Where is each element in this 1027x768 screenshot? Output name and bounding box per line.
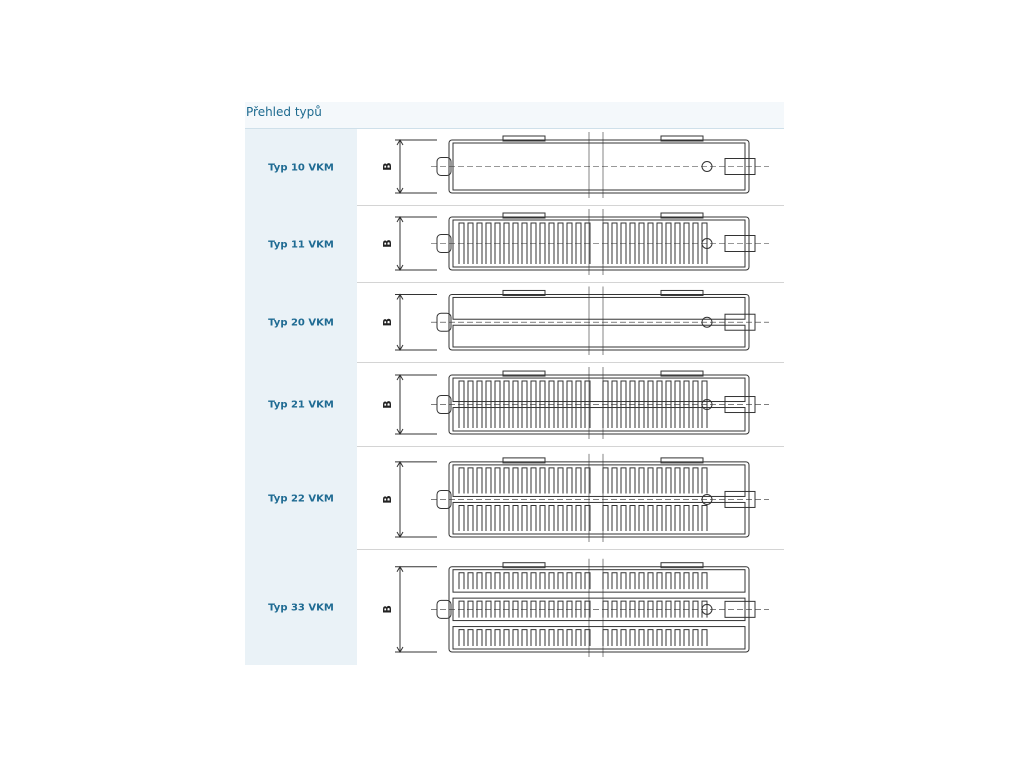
panel-header <box>245 102 784 129</box>
convection-fin <box>576 630 581 646</box>
convection-fin <box>693 505 698 531</box>
convection-fin <box>648 573 653 589</box>
convection-fin <box>621 505 626 531</box>
convection-fin <box>468 505 473 531</box>
convection-fin <box>540 573 545 589</box>
convection-fin <box>468 573 473 589</box>
convection-fin <box>603 505 608 531</box>
convection-fin <box>675 573 680 589</box>
radiator-cross-section-drawing <box>357 447 784 550</box>
convection-fin <box>666 573 671 589</box>
convection-fin <box>558 573 563 589</box>
dimension-label-b: B <box>381 400 394 409</box>
convection-fin <box>630 468 635 494</box>
convection-fin <box>657 630 662 646</box>
radiator-panel <box>453 325 745 347</box>
convection-fin <box>531 630 536 646</box>
convection-fin <box>549 630 554 646</box>
radiator-panel <box>453 297 745 319</box>
convection-fin <box>531 505 536 531</box>
radiator-cross-section-drawing <box>357 129 784 206</box>
type-label: Typ 20 VKM <box>268 317 334 329</box>
convection-fin <box>495 630 500 646</box>
convection-fin <box>504 505 509 531</box>
convection-fin <box>666 505 671 531</box>
convection-fin <box>675 505 680 531</box>
type-row <box>245 447 784 550</box>
radiator-linework <box>395 559 769 657</box>
convection-fin <box>639 468 644 494</box>
convection-fin <box>576 573 581 589</box>
convection-fin <box>567 468 572 494</box>
convection-fin <box>612 630 617 646</box>
convection-fin <box>513 505 518 531</box>
convection-fin <box>495 505 500 531</box>
convection-fin <box>684 505 689 531</box>
convection-fin <box>603 630 608 646</box>
convection-fin <box>486 468 491 494</box>
type-label-cell <box>245 363 357 447</box>
convection-fin <box>504 573 509 589</box>
convection-fin <box>639 505 644 531</box>
convection-fin <box>477 505 482 531</box>
convection-fin <box>477 630 482 646</box>
convection-fin <box>558 468 563 494</box>
dimension-label-b: B <box>381 605 394 614</box>
convection-fin <box>477 573 482 589</box>
convection-fin <box>468 630 473 646</box>
convection-fin <box>522 630 527 646</box>
convection-fin <box>603 468 608 494</box>
convection-fin <box>693 630 698 646</box>
type-label: Typ 33 VKM <box>268 602 334 613</box>
convection-fin <box>621 630 626 646</box>
convection-fin <box>684 468 689 494</box>
convection-fin <box>486 505 491 531</box>
radiator-cross-section-drawing <box>357 363 784 447</box>
convection-fin <box>666 630 671 646</box>
radiator-svg <box>357 283 784 363</box>
convection-fin <box>558 505 563 531</box>
type-label: Typ 11 VKM <box>268 239 334 250</box>
convection-fin <box>621 573 626 589</box>
convection-fin <box>522 468 527 494</box>
convection-fin <box>693 573 698 589</box>
convection-fin <box>630 505 635 531</box>
type-row <box>245 206 784 283</box>
convection-fin <box>522 573 527 589</box>
type-overview-panel <box>245 102 784 665</box>
type-label: Typ 10 VKM <box>268 162 334 173</box>
convection-fin <box>459 468 464 494</box>
radiator-linework <box>395 132 769 198</box>
convection-fin <box>657 468 662 494</box>
convection-fin <box>513 468 518 494</box>
convection-fin <box>459 630 464 646</box>
convection-fin <box>567 573 572 589</box>
convection-fin <box>657 505 662 531</box>
convection-fin <box>702 573 707 589</box>
radiator-panel <box>453 465 745 497</box>
convection-fin <box>576 505 581 531</box>
convection-fin <box>531 573 536 589</box>
convection-fin <box>684 630 689 646</box>
page-title: Přehled typů <box>246 105 322 119</box>
convection-fin <box>630 573 635 589</box>
convection-fin <box>648 630 653 646</box>
dimension-label-b: B <box>381 239 394 248</box>
convection-fin <box>648 468 653 494</box>
type-label-cell <box>245 550 357 665</box>
convection-fin <box>621 468 626 494</box>
radiator-svg <box>357 447 784 550</box>
radiator-panel <box>453 408 745 431</box>
convection-fin <box>639 630 644 646</box>
convection-fin <box>675 630 680 646</box>
convection-fin <box>567 505 572 531</box>
convection-fin <box>513 630 518 646</box>
type-label-cell <box>245 283 357 363</box>
convection-fin <box>459 505 464 531</box>
radiator-svg <box>357 206 784 283</box>
radiator-linework <box>395 209 769 275</box>
radiator-panel <box>453 502 745 534</box>
radiator-cross-section-drawing <box>357 206 784 283</box>
radiator-svg <box>357 129 784 206</box>
convection-fin <box>504 468 509 494</box>
type-row <box>245 550 784 665</box>
radiator-linework <box>395 286 769 355</box>
type-row <box>245 363 784 447</box>
convection-fin <box>540 505 545 531</box>
convection-fin <box>504 630 509 646</box>
type-label-cell <box>245 129 357 206</box>
convection-fin <box>567 630 572 646</box>
type-label: Typ 21 VKM <box>268 399 334 411</box>
convection-fin <box>702 505 707 531</box>
convection-fin <box>657 573 662 589</box>
convection-fin <box>666 468 671 494</box>
radiator-panel <box>453 378 745 401</box>
convection-fin <box>702 630 707 646</box>
convection-fin <box>495 573 500 589</box>
convection-fin <box>684 573 689 589</box>
convection-fin <box>558 630 563 646</box>
dimension-label-b: B <box>381 162 394 171</box>
radiator-cross-section-drawing <box>357 283 784 363</box>
convection-fin <box>540 630 545 646</box>
convection-fin <box>486 573 491 589</box>
convection-fin <box>549 573 554 589</box>
convection-fin <box>576 468 581 494</box>
convection-fin <box>459 573 464 589</box>
convection-fin <box>612 468 617 494</box>
convection-fin <box>540 468 545 494</box>
dimension-label-b: B <box>381 318 394 327</box>
convection-fin <box>495 468 500 494</box>
dimension-label-b: B <box>381 495 394 504</box>
type-label: Typ 22 VKM <box>268 493 334 504</box>
convection-fin <box>630 630 635 646</box>
convection-fin <box>603 573 608 589</box>
type-row <box>245 129 784 206</box>
convection-fin <box>549 505 554 531</box>
radiator-svg <box>357 550 784 665</box>
convection-fin <box>513 573 518 589</box>
radiator-cross-section-drawing <box>357 550 784 665</box>
convection-fin <box>468 468 473 494</box>
convection-fin <box>486 630 491 646</box>
convection-fin <box>702 468 707 494</box>
radiator-linework <box>395 454 769 542</box>
type-label-cell <box>245 447 357 550</box>
type-row <box>245 283 784 363</box>
convection-fin <box>675 468 680 494</box>
convection-fin <box>693 468 698 494</box>
convection-fin <box>531 468 536 494</box>
convection-fin <box>549 468 554 494</box>
convection-fin <box>612 505 617 531</box>
radiator-svg <box>357 363 784 447</box>
convection-fin <box>648 505 653 531</box>
convection-fin <box>612 573 617 589</box>
convection-fin <box>522 505 527 531</box>
convection-fin <box>639 573 644 589</box>
radiator-linework <box>395 367 769 439</box>
type-label-cell <box>245 206 357 283</box>
convection-fin <box>477 468 482 494</box>
